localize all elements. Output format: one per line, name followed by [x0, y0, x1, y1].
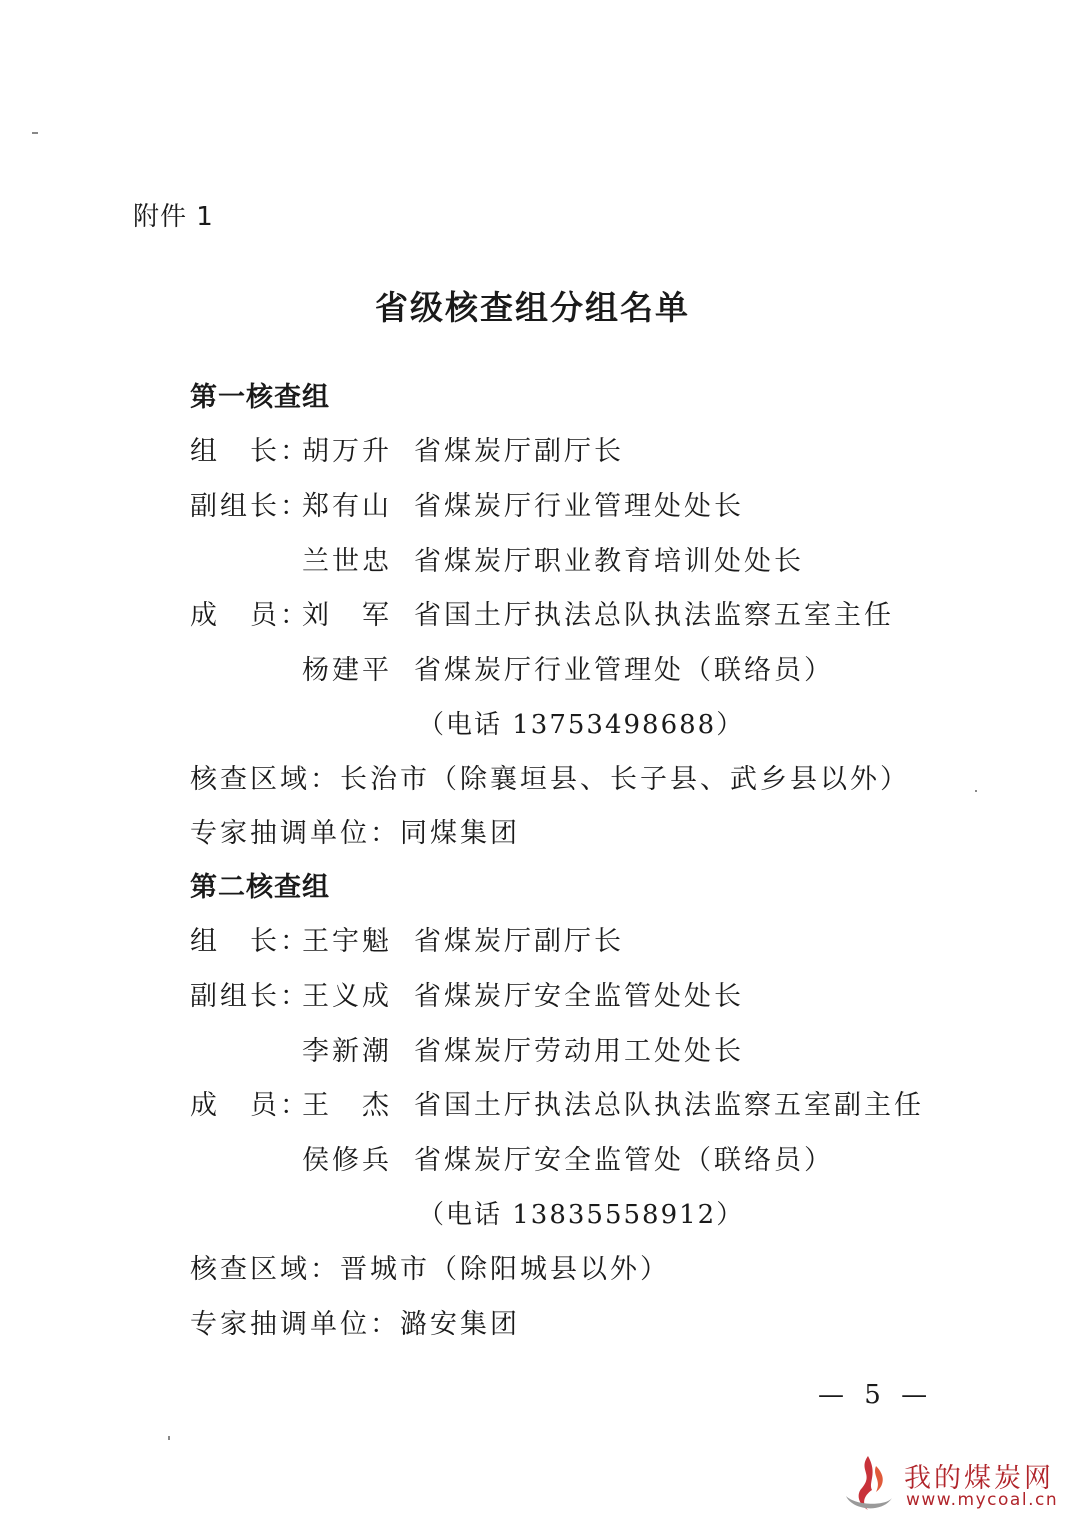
group-1-leader-row [190, 432, 624, 472]
deputy-title: 省煤炭厅行业管理处处长 [414, 491, 744, 522]
deputy-name: 李新潮 [302, 1036, 392, 1067]
leader-title: 省煤炭厅副厅长 [414, 436, 624, 467]
group-2-deputy-row-2 [190, 1032, 744, 1072]
group-1-member-row-1 [190, 596, 894, 636]
watermark-site-name: 我的煤炭网 [904, 1463, 1054, 1494]
group-1-deputy-row-1 [190, 487, 744, 527]
scan-speck [168, 1436, 170, 1440]
member-name: 刘 军 [302, 600, 392, 631]
group-1-area: 核查区域：长治市（除襄垣县、长子县、武乡县以外） [190, 764, 910, 795]
deputy-role-label: 副组长： [190, 981, 310, 1012]
member-name: 侯修兵 [302, 1145, 392, 1176]
deputy-role-label: 副组长： [190, 491, 310, 522]
site-watermark [838, 1452, 1068, 1518]
leader-name: 王宇魁 [302, 926, 392, 957]
deputy-title: 省煤炭厅职业教育培训处处长 [414, 546, 804, 577]
group-2-deputy-row-1 [190, 977, 744, 1017]
page-number: — 5 — [818, 1380, 934, 1410]
deputy-name: 王义成 [302, 981, 392, 1012]
leader-name: 胡万升 [302, 436, 392, 467]
page-title: 省级核查组分组名单 [375, 288, 690, 327]
scan-speck [975, 790, 977, 792]
group-1-deputy-row-2 [190, 542, 804, 582]
attachment-label: 附件 1 [133, 202, 214, 232]
group-2-expert-unit: 专家抽调单位：潞安集团 [190, 1309, 520, 1340]
deputy-name: 兰世忠 [302, 546, 392, 577]
group-2-phone: （电话 13835558912） [418, 1200, 745, 1230]
member-title: 省煤炭厅安全监管处（联络员） [414, 1145, 834, 1176]
member-title: 省煤炭厅行业管理处（联络员） [414, 655, 834, 686]
group-1-phone: （电话 13753498688） [418, 710, 745, 740]
group-2-member-row-2 [190, 1141, 834, 1181]
group-2-member-row-1 [190, 1086, 924, 1126]
flame-logo-icon [838, 1452, 898, 1518]
group-1-member-row-2 [190, 651, 834, 691]
leader-role-label: 组 长： [190, 926, 310, 957]
member-role-label: 成 员： [190, 600, 310, 631]
group-1-expert-unit: 专家抽调单位：同煤集团 [190, 818, 520, 849]
watermark-url: www.mycoal.cn [906, 1490, 1059, 1510]
group-2-heading: 第二核查组 [190, 872, 330, 903]
leader-role-label: 组 长： [190, 436, 310, 467]
group-2-area: 核查区域：晋城市（除阳城县以外） [190, 1254, 670, 1285]
deputy-title: 省煤炭厅劳动用工处处长 [414, 1036, 744, 1067]
deputy-title: 省煤炭厅安全监管处处长 [414, 981, 744, 1012]
deputy-name: 郑有山 [302, 491, 392, 522]
member-name: 王 杰 [302, 1090, 392, 1121]
scan-speck [32, 132, 38, 134]
leader-title: 省煤炭厅副厅长 [414, 926, 624, 957]
group-2-leader-row [190, 922, 624, 962]
member-name: 杨建平 [302, 655, 392, 686]
member-title: 省国土厅执法总队执法监察五室副主任 [414, 1090, 924, 1121]
member-title: 省国土厅执法总队执法监察五室主任 [414, 600, 894, 631]
member-role-label: 成 员： [190, 1090, 310, 1121]
group-1-heading: 第一核查组 [190, 382, 330, 413]
